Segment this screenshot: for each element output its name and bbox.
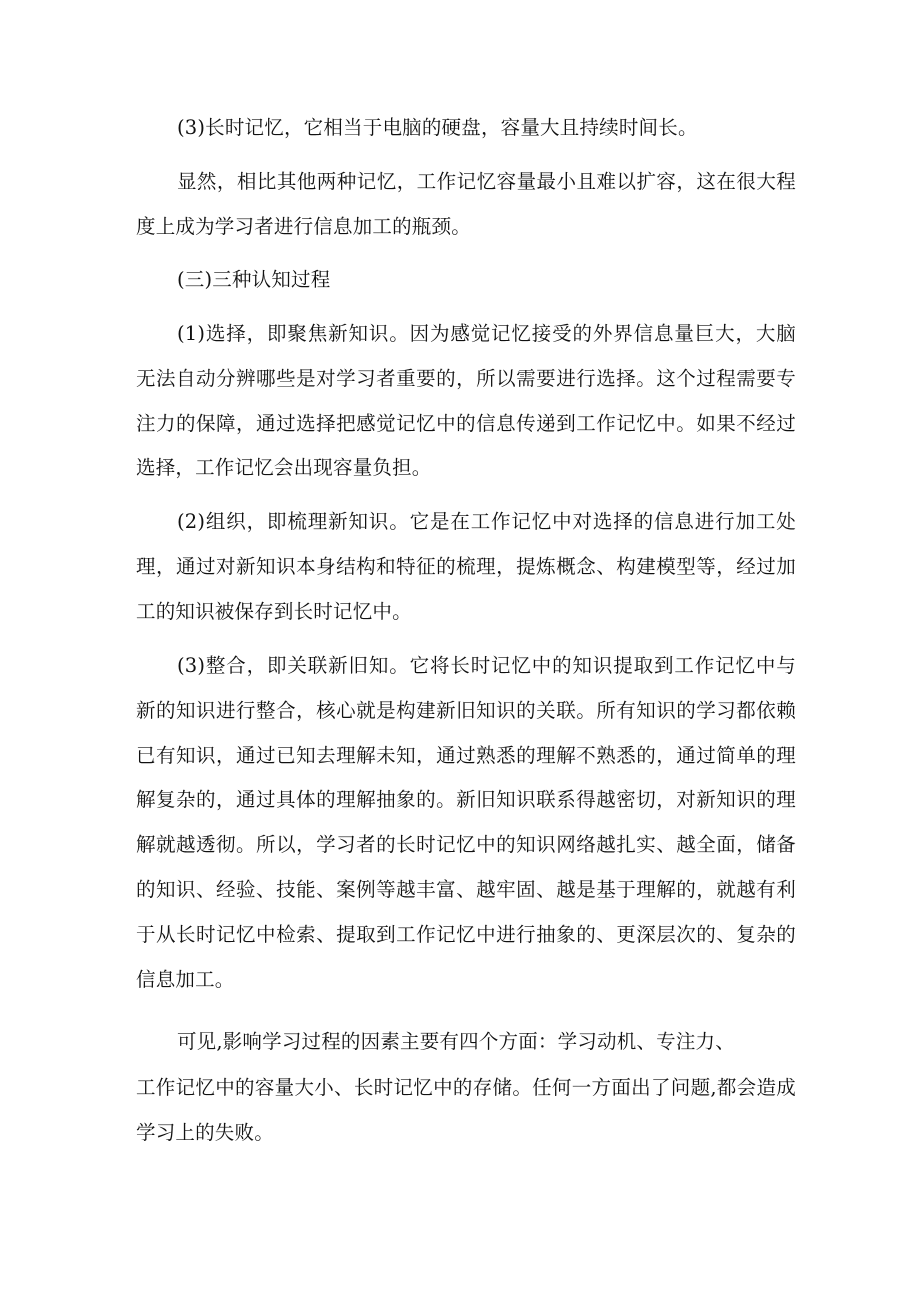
paragraph-conclusion-line-1: 可见,影响学习过程的因素主要有四个方面：学习动机、专注力、 bbox=[176, 1030, 735, 1053]
paragraph-long-term-memory: (3)长时记忆，它相当于电脑的硬盘，容量大且持续时间长。 bbox=[176, 116, 698, 139]
section-heading-three-cognitive-processes: (三)三种认知过程 bbox=[176, 268, 331, 291]
paragraph-working-memory-bottleneck: 显然，相比其他两种记忆，工作记忆容量最小且难以扩容，这在很大程度上成为学习者进行信息加工的瓶颈。 bbox=[136, 170, 796, 238]
paragraph-conclusion-line-2: 工作记忆中的容量大小、长时记忆中的存储。任何一方面出了问题,都会造成学习上的失败。 bbox=[136, 1076, 796, 1144]
paragraph-selection: (1)选择，即聚焦新知识。因为感觉记忆接受的外界信息量巨大，大脑无法自动分辨哪些是对学习者重要的，所以需要进行选择。这个过程需要专注力的保障，通过选择把感觉记忆中的信息传递到工作记忆中。如果不经过选择，工作记忆会出现容量负担。 bbox=[136, 322, 796, 480]
paragraph-organization: (2)组织，即梳理新知识。它是在工作记忆中对选择的信息进行加工处理，通过对新知识本身结构和特征的梳理，提炼概念、构建模型等，经过加工的知识被保存到长时记忆中。 bbox=[136, 510, 796, 623]
paragraph-integration: (3)整合，即关联新旧知。它将长时记忆中的知识提取到工作记忆中与新的知识进行整合，核心就是构建新旧知识的关联。所有知识的学习都依赖已有知识，通过已知去理解未知，通过熟悉的理解不熟悉的，通过简单的理解复杂的，通过具体的理解抽象的。新旧知识联系得越密切，对新知识的理解就越透彻。所以，学习者的长时记忆中的知识网络越扎实、越全面，储备的知识、经验、技能、案例等越丰富、越牢固、越是基于理解的，就越有利于从长时记忆中检索、提取到工作记忆中进行抽象的、更深层次的、复杂的信息加工。 bbox=[136, 654, 796, 991]
